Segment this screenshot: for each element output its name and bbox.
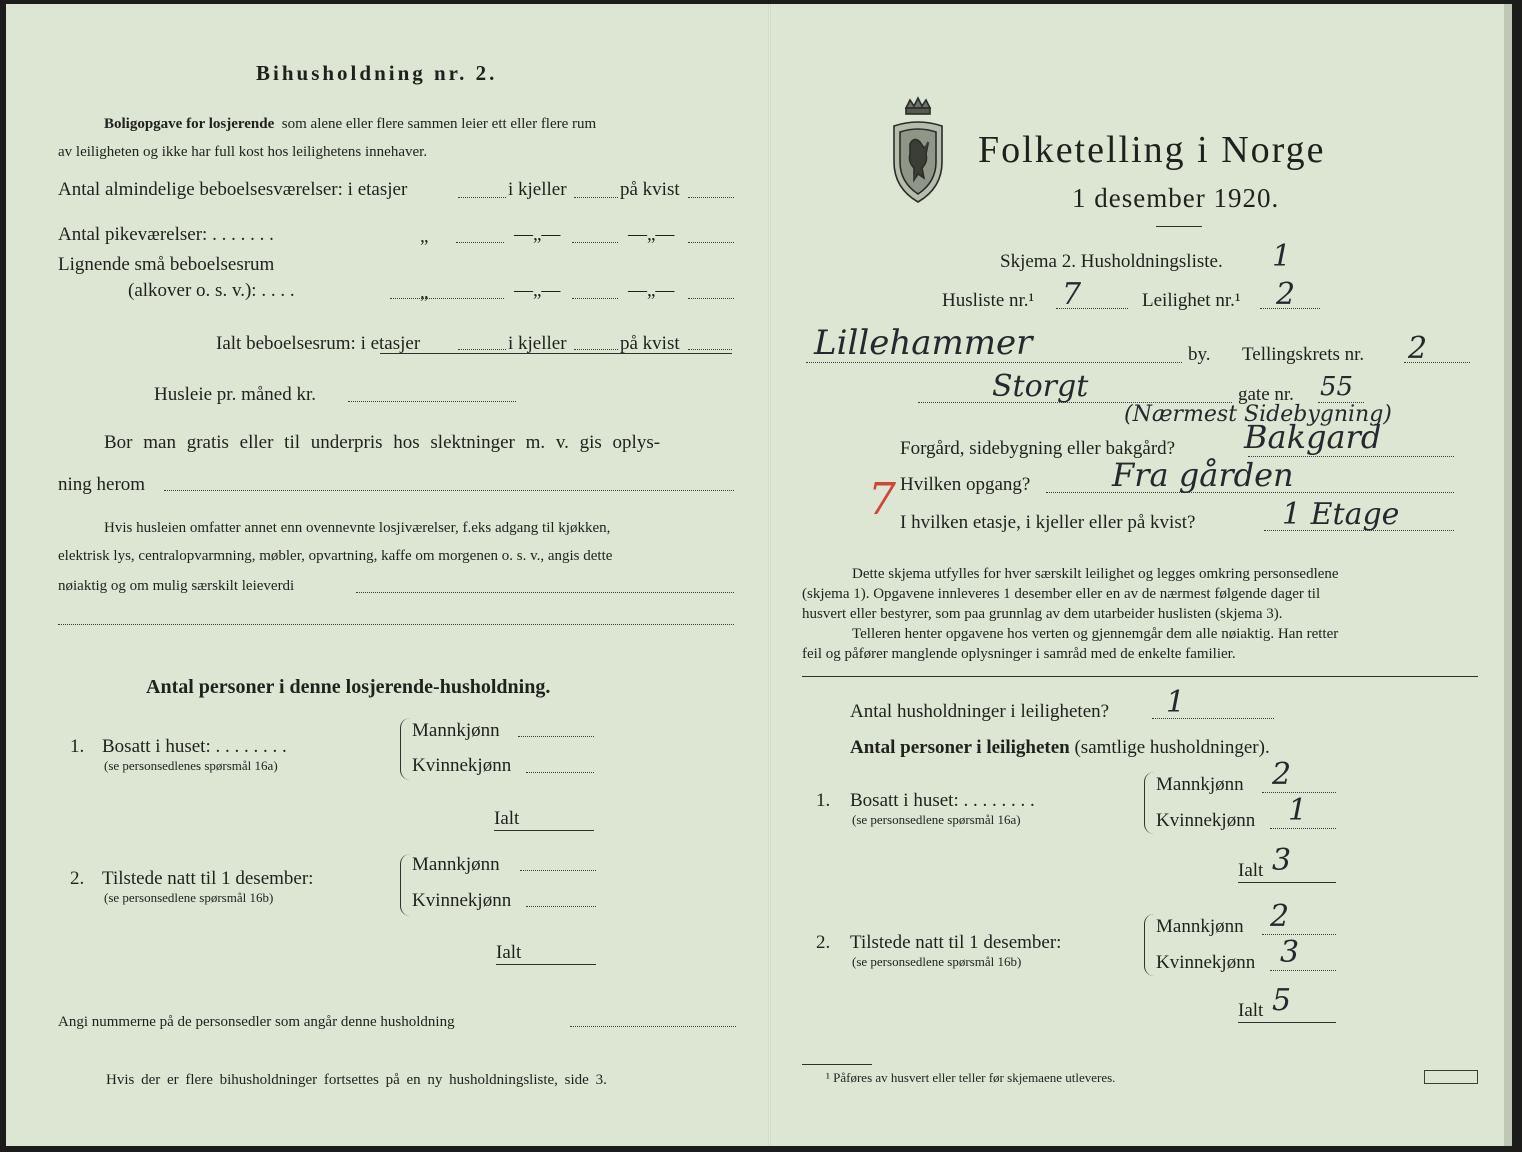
hw-tellingskrets-nr: 2 <box>1408 331 1428 366</box>
census-title: Folketelling i Norge <box>978 129 1326 171</box>
left-q2-brace <box>400 854 411 916</box>
antal-personer-line <box>850 737 1270 759</box>
footnote: ¹ Påføres av husvert eller teller før skjemaene utleveres. <box>826 1070 1116 1085</box>
left-q1-sub: (se personsedlenes spørsmål 16a) <box>104 758 278 773</box>
ialt-kvist-field[interactable] <box>688 349 732 350</box>
hw-q2-ialt: 5 <box>1272 983 1292 1018</box>
row1-etasjer-field[interactable] <box>458 197 506 198</box>
left-q1-num: 1. <box>70 736 85 757</box>
hw-margin-mark: 7 <box>868 474 896 525</box>
hw-forgard-note: (Nærmest Sidebygning) <box>1124 402 1392 427</box>
hw-q1-ialt: 3 <box>1272 843 1292 878</box>
hw-q2-mann: 2 <box>1270 899 1290 934</box>
left-q2-kvinne-field[interactable] <box>526 906 596 907</box>
right-q1-num: 1. <box>816 790 831 811</box>
left-q1-label: Bosatt i huset: . . . . . . . . <box>102 736 287 757</box>
row2-kvist-field[interactable] <box>688 242 734 243</box>
hw-q1-mann: 2 <box>1272 757 1292 792</box>
right-q1-ialt-rule <box>1238 882 1336 883</box>
hw-husholdningsliste-nr: 1 <box>1272 239 1292 274</box>
row2-label: Antal pikeværelser: . . . . . . . <box>58 224 274 245</box>
hw-opgang: Fra gården <box>1112 456 1294 494</box>
right-q1-mann: Mannkjønn <box>1156 774 1244 795</box>
hvis-line-2: elektrisk lys, centralopvarmning, møbler, opvartning, kaffe om morgenen o. s. v., angis dette <box>58 548 613 564</box>
hw-by: Lillehammer <box>814 323 1033 363</box>
left-q2-ialt-rule <box>496 964 596 965</box>
hw-leilighet-nr: 2 <box>1276 277 1296 312</box>
row3-ditto-dash-1: —„— <box>514 280 561 301</box>
intro-bold: Boligopgave for losjerende <box>104 116 275 132</box>
footnote-rule <box>802 1064 872 1065</box>
by-label: by. <box>1188 344 1211 365</box>
leieverdi-field[interactable] <box>356 592 734 593</box>
tellingskrets-label: Tellingskrets nr. <box>1242 344 1365 365</box>
row3-kjeller-field[interactable] <box>572 298 618 299</box>
para1-line-2: (skjema 1). Opgavene innleveres 1 desember eller en av de nærmest følgende dager til <box>802 586 1321 602</box>
left-q2-label: Tilstede natt til 1 desember: <box>102 868 314 889</box>
right-q1-brace <box>1144 772 1155 834</box>
row3-etasjer-field[interactable] <box>390 298 504 299</box>
right-q2-kvinne: Kvinnekjønn <box>1156 952 1256 973</box>
right-q2-label: Tilstede natt til 1 desember: <box>850 932 1062 953</box>
left-q1-ialt: Ialt <box>494 808 520 829</box>
opgang-label: Hvilken opgang? <box>900 474 1031 495</box>
etasje-label: I hvilken etasje, i kjeller eller på kvist? <box>900 512 1196 533</box>
page-edge <box>1504 4 1512 1146</box>
hw-etasje: 1 Etage <box>1282 497 1400 532</box>
left-q1-mann-field[interactable] <box>518 736 594 737</box>
right-q2-num: 2. <box>816 932 831 953</box>
left-q2-num: 2. <box>70 868 85 889</box>
right-q2-mann-field[interactable] <box>1262 934 1336 935</box>
row1-label: Antal almindelige beboelsesværelser: i etasjer <box>58 179 408 200</box>
husliste-label: Husliste nr.¹ <box>942 290 1035 311</box>
bor-field[interactable] <box>164 490 734 491</box>
ialt-kjeller: i kjeller <box>508 333 567 354</box>
antal-personer-bold: Antal personer i leiligheten <box>850 737 1070 758</box>
left-footer: Hvis der er flere bihusholdninger fortsettes på en ny husholdningsliste, side 3. <box>106 1072 607 1088</box>
row3-label-1: Lignende små beboelsesrum <box>58 254 275 275</box>
leilighet-label: Leilighet nr.¹ <box>1142 290 1241 311</box>
antal-personer-title: Antal personer i denne losjerende-husholdning. <box>146 676 551 698</box>
hw-forgard: Bakgard <box>1244 418 1382 456</box>
hw-q2-kvinne: 3 <box>1280 935 1300 970</box>
bor-line-1: Bor man gratis eller til underpris hos slektninger m. v. gis oplys- <box>104 432 661 453</box>
left-q2-ialt: Ialt <box>496 942 522 963</box>
right-q2-brace <box>1144 914 1155 976</box>
left-q2-kvinne: Kvinnekjønn <box>412 890 512 911</box>
row1-kvist-field[interactable] <box>688 197 734 198</box>
angi-label: Angi nummerne på de personsedler som angår denne husholdning <box>58 1014 455 1030</box>
ialt-kjeller-field[interactable] <box>574 349 618 350</box>
hw-husliste-nr: 7 <box>1062 277 1082 312</box>
left-q1-brace <box>400 718 411 780</box>
right-q1-label: Bosatt i huset: . . . . . . . . <box>850 790 1035 811</box>
intro-rest-1: som alene eller flere sammen leier ett eller flere rum <box>281 116 597 132</box>
hw-gate-nr: 55 <box>1320 372 1354 402</box>
ialt-etasjer-field[interactable] <box>458 349 506 350</box>
para2-line-1: Telleren henter opgavene hos verten og gjennemgår dem alle nøiaktig. Han retter <box>852 626 1339 642</box>
ialt-beboelsesrum-label: Ialt beboelsesrum: i etasjer <box>216 333 421 354</box>
husleie-field[interactable] <box>348 401 516 402</box>
right-q1-kvinne-field[interactable] <box>1270 828 1336 829</box>
title-divider <box>1156 226 1202 227</box>
para2-line-2: feil og påfører manglende oplysninger i samråd med de enkelte familier. <box>802 646 1236 662</box>
hw-q1-kvinne: 1 <box>1288 793 1308 828</box>
printer-stamp <box>1424 1070 1478 1084</box>
row1-kvist: på kvist <box>620 179 680 200</box>
left-q1-ialt-rule <box>494 830 594 831</box>
row2-kjeller-field[interactable] <box>572 242 618 243</box>
right-q1-sub: (se personsedlene spørsmål 16a) <box>852 812 1021 827</box>
right-q1-kvinne: Kvinnekjønn <box>1156 810 1256 831</box>
hw-gate: Storgt <box>992 369 1089 404</box>
para1-line-1: Dette skjema utfylles for hver særskilt leilighet og legges omkring personsedlene <box>852 566 1339 582</box>
row3-kvist-field[interactable] <box>688 298 734 299</box>
para1-line-3: husvert eller bestyrer, som paa grunnlag av dem utarbeider huslisten (skjema 3). <box>802 606 1283 622</box>
row2-etasjer-field[interactable] <box>456 242 504 243</box>
row1-kjeller-field[interactable] <box>574 197 618 198</box>
row2-ditto-dash-1: —„— <box>514 224 561 245</box>
row2-ditto: „ <box>420 226 429 247</box>
census-form-sheet <box>6 4 1512 1146</box>
skjema-label: Skjema 2. Husholdningsliste. <box>1000 251 1223 272</box>
left-q2-mann-field[interactable] <box>520 870 596 871</box>
right-q2-sub: (se personsedlene spørsmål 16b) <box>852 954 1022 969</box>
husleie-label: Husleie pr. måned kr. <box>154 384 316 405</box>
left-q2-mann: Mannkjønn <box>412 854 500 875</box>
gate-label: gate nr. <box>1238 384 1294 405</box>
antal-husholdninger-label: Antal husholdninger i leiligheten? <box>850 701 1110 722</box>
right-q1-ialt: Ialt <box>1238 860 1264 881</box>
leieverdi-field-2[interactable] <box>58 624 734 625</box>
row3-label-2: (alkover o. s. v.): . . . . <box>128 280 295 301</box>
intro-line-2: av leiligheten og ikke har full kost hos leilighetens innehaver. <box>58 144 428 160</box>
hw-antal-husholdninger: 1 <box>1166 685 1186 720</box>
census-date: 1 desember 1920. <box>1072 183 1280 213</box>
right-q2-ialt-rule <box>1238 1022 1336 1023</box>
row2-ditto-dash-2: —„— <box>628 224 675 245</box>
hvis-line-1: Hvis husleien omfatter annet enn ovennevnte losjiværelser, f.eks adgang til kjøkken, <box>104 520 611 536</box>
norwegian-coat-of-arms-icon <box>884 96 952 206</box>
left-title: Bihusholdning nr. 2. <box>256 61 498 85</box>
left-q2-sub: (se personsedlene spørsmål 16b) <box>104 890 274 905</box>
ialt-kvist: på kvist <box>620 333 680 354</box>
row1-kjeller: i kjeller <box>508 179 567 200</box>
left-q1-mann: Mannkjønn <box>412 720 500 741</box>
instructions-divider <box>802 676 1478 677</box>
row3-ditto: „ <box>420 282 429 303</box>
forgard-label: Forgård, sidebygning eller bakgård? <box>900 438 1176 459</box>
hvis-line-3: nøiaktig og om mulig særskilt leieverdi <box>58 578 295 594</box>
right-q2-kvinne-field[interactable] <box>1270 970 1336 971</box>
row3-ditto-dash-2: —„— <box>628 280 675 301</box>
right-q2-ialt: Ialt <box>1238 1000 1264 1021</box>
angi-field[interactable] <box>570 1026 736 1027</box>
left-q1-kvinne-field[interactable] <box>526 772 594 773</box>
page-fold <box>768 4 771 1146</box>
intro-line-1 <box>104 114 596 134</box>
right-q2-mann: Mannkjønn <box>1156 916 1244 937</box>
left-q1-kvinne: Kvinnekjønn <box>412 755 512 776</box>
antal-personer-rest: (samtlige husholdninger). <box>1074 737 1270 758</box>
bor-line-2: ning herom <box>58 474 146 495</box>
